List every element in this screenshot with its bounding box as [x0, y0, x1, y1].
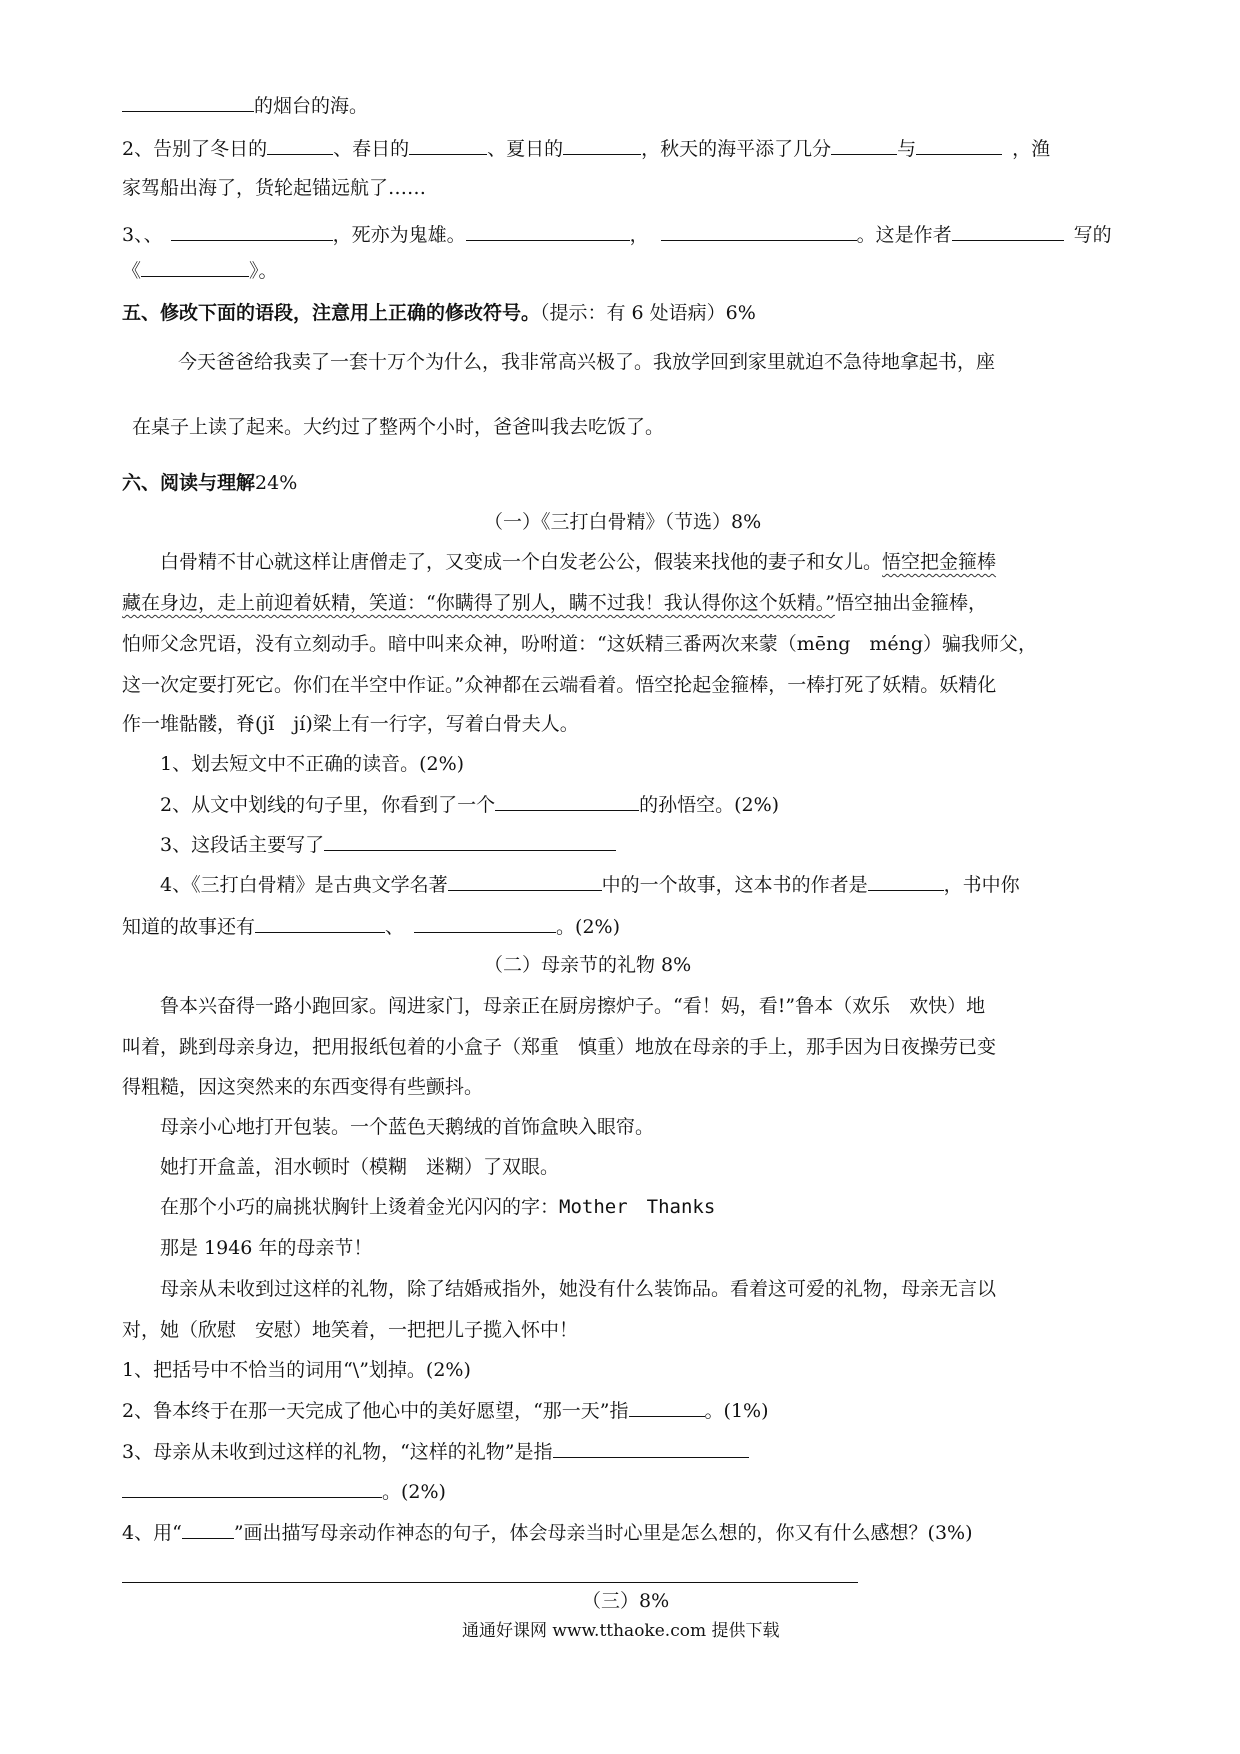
text: 3、母亲从未收到过这样的礼物，“这样的礼物”是指 — [122, 1441, 553, 1463]
p1-line4: 这一次定要打死它。你们在半空中作证。”众神都在云端看着。悟空抡起金箍棒，一棒打死了妖精。妖精化 — [122, 674, 997, 696]
p2-line8: 母亲从未收到过这样的礼物，除了结婚戒指外，她没有什么装饰品。看着这可爱的礼物，母亲无言以 — [160, 1278, 997, 1300]
answer-blank[interactable] — [122, 1479, 382, 1498]
answer-blank[interactable] — [414, 914, 556, 933]
s4-q3-cont — [122, 258, 278, 283]
p1-line3: 怕师父念咒语，没有立刻动手。暗中叫来众神，吩咐道：“这妖精三番两次来蒙（mēng méng）骗我师父， — [122, 633, 1038, 655]
answer-blank[interactable] — [324, 832, 616, 851]
p3-heading: （三）8% — [582, 1590, 670, 1612]
answer-blank[interactable] — [952, 222, 1064, 241]
wavy-underlined-text: 藏在身边，走上前迎着妖精，笑道：“你瞒得了别人，瞒不过我！我认得你这个妖精。” — [122, 592, 835, 614]
p2-line1: 鲁本兴奋得一路小跑回家。闯进家门，母亲正在厨房擦炉子。“看！妈，看!”鲁本（欢乐 欢快）地 — [160, 995, 986, 1017]
answer-blank[interactable] — [267, 136, 333, 155]
p2-q2 — [122, 1398, 769, 1423]
text: 2、鲁本终于在那一天完成了他心中的美好愿望，“那一天”指 — [122, 1400, 629, 1422]
answer-blank[interactable] — [409, 136, 487, 155]
answer-blank[interactable] — [629, 1398, 705, 1417]
text: ，秋天的海平添了几分 — [641, 138, 832, 160]
text: 知道的故事还有 — [122, 916, 256, 938]
p2-line5: 她打开盒盖，泪水顿时（模糊 迷糊）了双眼。 — [160, 1156, 560, 1178]
p2-line7: 那是 1946 年的母亲节！ — [160, 1237, 373, 1259]
answer-blank[interactable] — [868, 872, 944, 891]
p1-q4 — [160, 872, 1020, 897]
text: ”画出描写母亲动作神态的句子，体会母亲当时心里是怎么想的，你又有什么感想？(3%) — [233, 1522, 973, 1544]
s4-q2-cont: 家驾船出海了，货轮起锚远航了…… — [122, 177, 427, 199]
p2-q1: 1、把括号中不恰当的词用“\”划掉。(2%) — [122, 1359, 471, 1381]
p1-line5: 作一堆骷髅，脊(jǐ jí)梁上有一行字，写着白骨夫人。 — [122, 713, 579, 735]
section-title: 五、修改下面的语段，注意用上正确的修改符号。 — [122, 302, 541, 324]
answer-blank[interactable] — [916, 136, 1002, 155]
answer-blank[interactable] — [448, 872, 602, 891]
text: 4、用“ — [122, 1522, 182, 1544]
p2-line2: 叫着，跳到母亲身边，把用报纸包着的小盒子（郑重 慎重）地放在母亲的手上，那手因为日夜操劳已变 — [122, 1036, 997, 1058]
text: ，死亦为鬼雄。 — [332, 224, 466, 246]
text: 2、告别了冬日的 — [122, 138, 268, 160]
p1-heading: （一）《三打白骨精》（节选）8% — [484, 511, 762, 533]
p2-line6 — [160, 1195, 715, 1219]
text: 、夏日的 — [487, 138, 564, 160]
text: 3、这段话主要写了 — [160, 834, 325, 856]
p2-line9: 对，她（欣慰 安慰）地笑着，一把把儿子揽入怀中！ — [122, 1319, 579, 1341]
p1-line2 — [122, 591, 987, 615]
answer-blank[interactable] — [553, 1439, 749, 1458]
answer-line[interactable] — [122, 1582, 858, 1583]
text: 、春日的 — [333, 138, 410, 160]
answer-blank[interactable] — [563, 136, 641, 155]
text: 写的 — [1073, 224, 1112, 246]
s4-q3 — [122, 222, 1112, 247]
answer-blank[interactable] — [466, 222, 630, 241]
s4-q2 — [122, 136, 1050, 161]
text: ，渔 — [1012, 138, 1051, 160]
section-note: （提示：有 6 处语病）6% — [540, 302, 756, 324]
text: 3、、 — [122, 224, 163, 246]
p1-q3 — [160, 832, 616, 857]
s4-line1-text: 的烟台的海。 — [254, 95, 369, 117]
text: 中的一个故事，这本书的作者是 — [601, 874, 868, 896]
text: ， — [629, 224, 649, 246]
answer-blank[interactable] — [141, 258, 249, 277]
text: 白骨精不甘心就这样让唐僧走了，又变成一个白发老公公，假装来找他的妻子和女儿。 — [160, 551, 883, 573]
p1-q2 — [160, 792, 779, 817]
answer-blank[interactable] — [831, 136, 897, 155]
answer-blank[interactable] — [495, 792, 639, 811]
p2-line3: 得粗糙，因这突然来的东西变得有些颤抖。 — [122, 1076, 484, 1098]
text: 。(2%) — [382, 1481, 446, 1503]
text: 与 — [897, 138, 917, 160]
footer-text: 通通好课网 www.tthaoke.com 提供下载 — [462, 1621, 780, 1641]
wavy-underlined-text: 悟空把金箍棒 — [882, 551, 997, 573]
text: 在那个小巧的扁挑状胸针上烫着金光闪闪的字： — [160, 1196, 560, 1218]
answer-blank[interactable] — [171, 222, 333, 241]
text: 。这是作者 — [856, 224, 952, 246]
text: 。(1%) — [704, 1400, 769, 1422]
p2-q3-cont — [122, 1479, 446, 1504]
s5-para-line2: 在桌子上读了起来。大约过了整两个小时，爸爸叫我去吃饭了。 — [132, 416, 665, 438]
text: 2、从文中划线的句子里，你看到了一个 — [160, 794, 496, 816]
text: 。(2%) — [556, 916, 620, 938]
answer-blank[interactable] — [255, 914, 385, 933]
s6-title — [122, 471, 297, 495]
s5-title — [122, 301, 756, 325]
p1-q4-cont — [122, 914, 620, 939]
p2-line4: 母亲小心地打开包装。一个蓝色天鹅绒的首饰盒映入眼帘。 — [160, 1116, 655, 1138]
p2-heading: （二）母亲节的礼物 8% — [484, 954, 692, 976]
answer-blank[interactable] — [661, 222, 857, 241]
text: 《 — [122, 260, 142, 282]
text: 的孙悟空。(2%) — [639, 794, 780, 816]
section-score: 24% — [255, 472, 298, 494]
s4-line1 — [122, 93, 368, 118]
p2-q4 — [122, 1520, 973, 1545]
text: 悟空抽出金箍棒， — [834, 592, 987, 614]
s5-para-line1: 今天爸爸给我卖了一套十万个为什么，我非常高兴极了。我放学回到家里就迫不急待地拿起书，座 — [178, 351, 996, 373]
p1-q1: 1、划去短文中不正确的读音。(2%) — [160, 753, 465, 775]
underline-sample — [182, 1520, 234, 1539]
text: ，书中你 — [943, 874, 1020, 896]
p2-q3 — [122, 1439, 749, 1464]
p1-line1 — [160, 550, 996, 574]
english-text: Mother Thanks — [559, 1196, 716, 1218]
section-title: 六、阅读与理解 — [122, 472, 256, 494]
text: 、 — [385, 916, 405, 938]
answer-blank[interactable] — [122, 93, 254, 112]
text: 4、《三打白骨精》是古典文学名著 — [160, 874, 448, 896]
text: 》。 — [249, 260, 278, 282]
